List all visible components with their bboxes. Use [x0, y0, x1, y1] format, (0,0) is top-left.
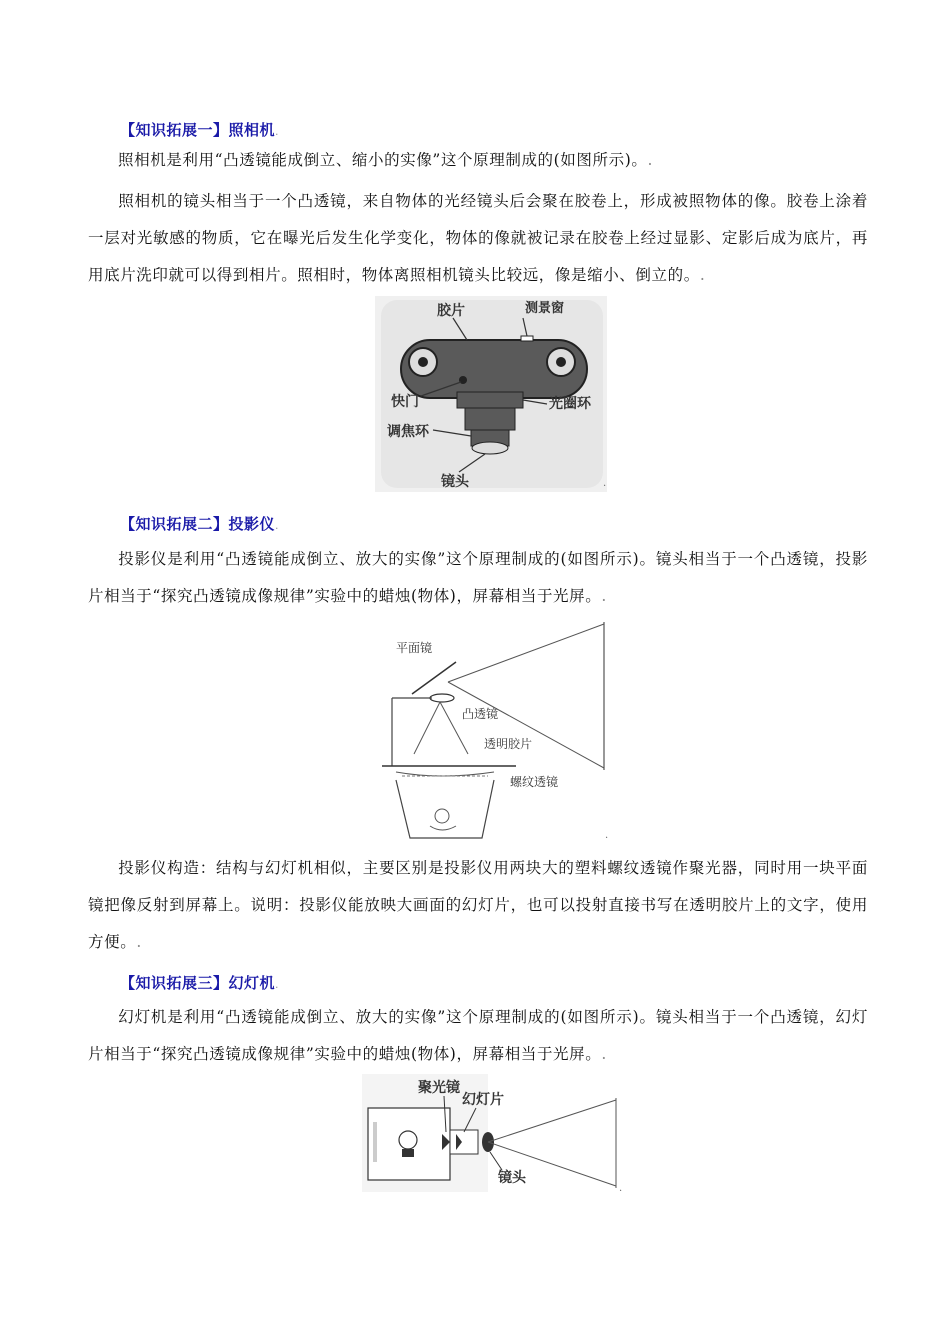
section2-paragraph-1: 投影仪是利用“凸透镜能成倒立、放大的实像”这个原理制成的(如图所示)。镜头相当于一个凸透镜，投影片相当于“探究凸透镜成像规律”实验中的蜡烛(物体)，屏幕相当于光屏。. [88, 550, 868, 605]
projector-diagram [376, 620, 608, 842]
label-lens: 镜头 [441, 474, 469, 490]
section1-paragraph-2: 照相机的镜头相当于一个凸透镜，来自物体的光经镜头后会聚在胶卷上，形成被照物体的像。胶卷上涂着一层对光敏感的物质，它在曝光后发生化学变化，物体的像就被记录在胶卷上经过显影、定影后成为底片，再用底片洗印就可以得到相片。照相时，物体离照相机镜头比较远，像是缩小、倒立的。. [88, 192, 868, 284]
label-slide: 透明胶片 [484, 737, 533, 751]
section2-heading: 【知识拓展二】投影仪. [120, 515, 280, 533]
label-convex-lens: 凸透镜 [462, 707, 499, 721]
label-lens: 镜头 [498, 1170, 526, 1186]
section1-heading: 【知识拓展一】照相机. [120, 121, 280, 139]
label-focus: 调焦环 [387, 424, 429, 440]
camera-diagram [375, 296, 607, 492]
label-slide: 幻灯片 [462, 1092, 504, 1108]
slide-projector-diagram [362, 1074, 622, 1192]
label-film: 胶片 [437, 303, 465, 319]
label-fresnel: 螺纹透镜 [510, 775, 559, 789]
section3-paragraph-1: 幻灯机是利用“凸透镜能成倒立、放大的实像”这个原理制成的(如图所示)。镜头相当于一个凸透镜，幻灯片相当于“探究凸透镜成像规律”实验中的蜡烛(物体)，屏幕相当于光屏。. [88, 1008, 868, 1063]
label-mirror: 平面镜 [396, 641, 433, 655]
label-condenser: 聚光镜 [418, 1080, 460, 1096]
label-viewfinder: 测景窗 [525, 301, 565, 316]
label-aperture: 光圈环 [549, 396, 591, 412]
document-page: 【知识拓展一】照相机. 照相机是利用“凸透镜能成倒立、缩小的实像”这个原理制成的(如图所示)。. 照相机的镜头相当于一个凸透镜，来自物体的光经镜头后会聚在胶卷上，形成被照物体的像。胶卷上涂着一层对光敏感的物质，它在曝光后发生化学变化，物体的像就被记录在胶卷上经过显影、定影后成为底片，再用底片洗印就可以得到相片。照相时，物体离照相机镜头比较远，像是缩小、倒立的。. 胶片 测景窗 快门 光圈环 调焦环 镜头 . 【知识拓展二】投影仪. 投影仪是利用“凸透镜能成倒立、放大的实像”这个原理制成的(如图所示)。镜头相当于一个凸透镜，投影片相当于“探究凸透镜成像规律”实验中的蜡烛(物体)，屏幕相当于光屏。. 平面镜 凸透镜 透明胶片 螺纹透镜 . 投影仪构造：结构与幻灯机相似，主要区别是投影仪用两块大的塑料螺纹透镜作聚光器，同时用一块平面镜把像反射到屏幕上。说明：投影仪能放映大画面的幻灯片，也可以投射直接书写在透明胶片上的文字，使用方便。. 【知识拓展三】幻灯机. 幻灯机是利用“凸透镜能成倒立、放大的实像”这个原理制成的(如图所示)。镜头相当于一个凸透镜，幻灯片相当于“探究凸透镜成像规律”实验中的蜡烛(物体)，屏幕相当于光屏。. 聚光镜 幻灯片 镜头 . [88, 121, 868, 1194]
label-shutter: 快门 [391, 394, 419, 410]
section2-paragraph-2: 投影仪构造：结构与幻灯机相似，主要区别是投影仪用两块大的塑料螺纹透镜作聚光器，同时用一块平面镜把像反射到屏幕上。说明：投影仪能放映大画面的幻灯片，也可以投射直接书写在透明胶片上的文字，使用方便。. [88, 859, 868, 951]
section3-heading: 【知识拓展三】幻灯机. [120, 974, 280, 992]
section1-paragraph-1: 照相机是利用“凸透镜能成倒立、缩小的实像”这个原理制成的(如图所示)。. [118, 151, 653, 169]
